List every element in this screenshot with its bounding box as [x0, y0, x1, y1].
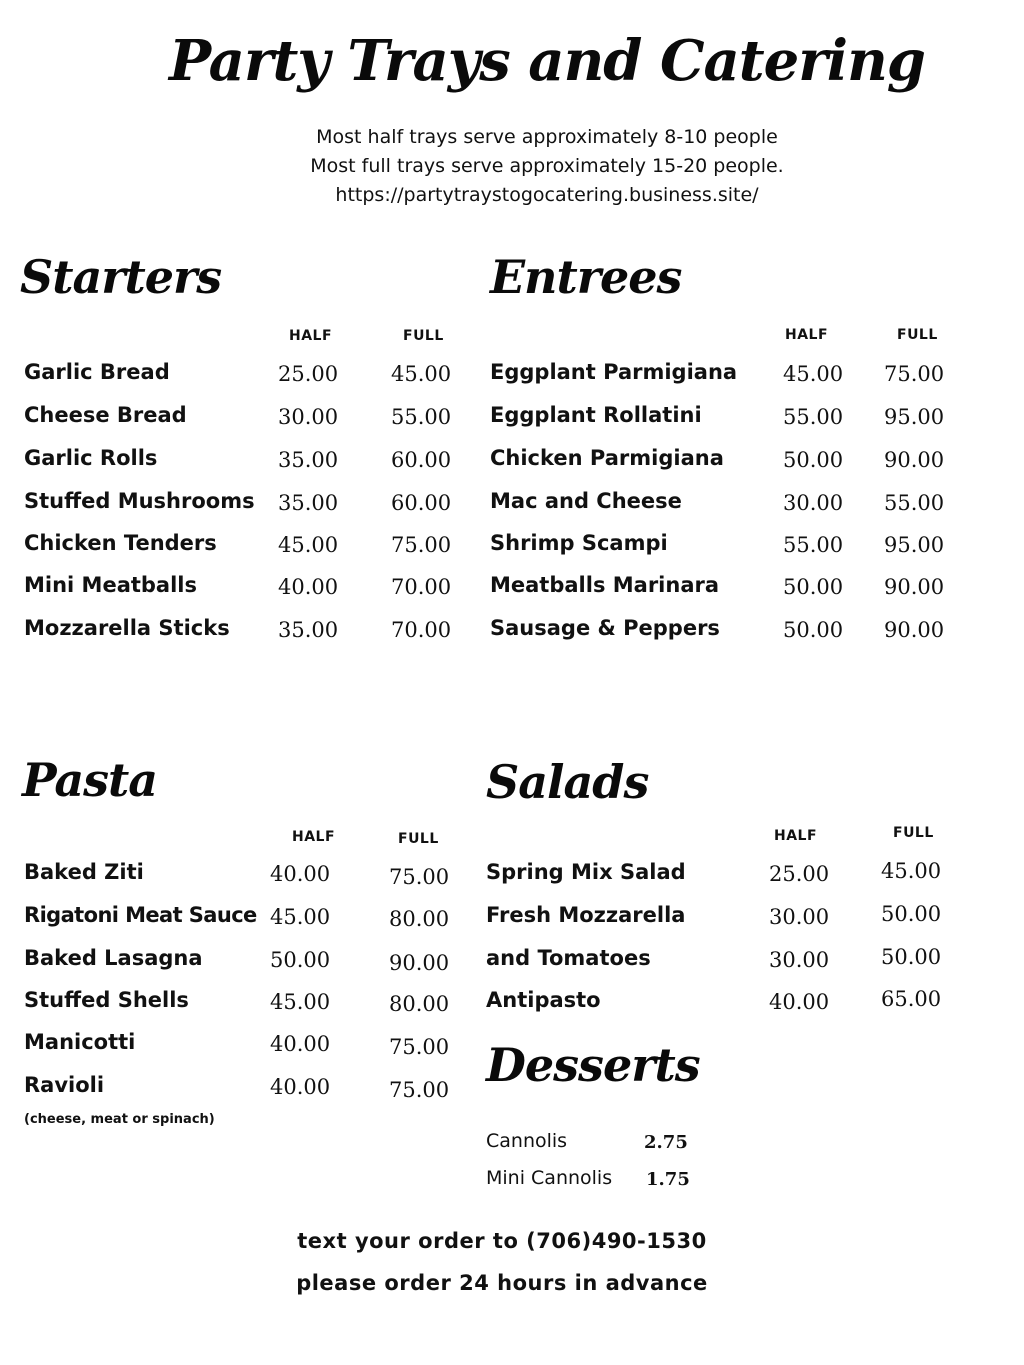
menu-item-name: Antipasto — [486, 988, 601, 1012]
half-price: 40.00 — [769, 990, 830, 1014]
starters-half-label: HALF — [289, 328, 333, 344]
menu-item-name: Fresh Mozzarella — [486, 903, 686, 927]
entrees-half-label: HALF — [785, 327, 829, 343]
menu-item-name: Mac and Cheese — [490, 489, 682, 513]
half-price: 40.00 — [270, 1075, 331, 1099]
website-url[interactable]: https://partytraystogocatering.business.site/ — [335, 184, 759, 206]
menu-item-name: Mozzarella Sticks — [24, 616, 230, 640]
menu-item-name: Eggplant Rollatini — [490, 403, 702, 427]
menu-item-name: Stuffed Mushrooms — [24, 489, 255, 513]
full-price: 90.00 — [884, 575, 945, 599]
menu-item-name: Stuffed Shells — [24, 988, 189, 1012]
half-price: 40.00 — [270, 862, 331, 886]
half-price: 30.00 — [783, 491, 844, 515]
order-phone-line: text your order to (706)490-1530 — [297, 1229, 707, 1253]
half-price: 25.00 — [278, 362, 339, 386]
starters-full-label: FULL — [403, 328, 444, 344]
dessert-item-name: Mini Cannolis — [486, 1167, 613, 1189]
menu-item-name: Spring Mix Salad — [486, 860, 686, 884]
menu-item-name: Eggplant Parmigiana — [490, 360, 738, 384]
half-price: 55.00 — [783, 405, 844, 429]
half-price: 50.00 — [783, 575, 844, 599]
half-price: 30.00 — [769, 905, 830, 929]
full-price: 75.00 — [389, 1078, 450, 1102]
menu-item-name: Chicken Tenders — [24, 531, 217, 555]
menu-item-name: Ravioli — [24, 1073, 105, 1097]
dessert-price: 1.75 — [646, 1169, 690, 1190]
full-price: 80.00 — [389, 907, 450, 931]
starters-heading: Starters — [20, 250, 222, 304]
menu-item-name: and Tomatoes — [486, 946, 651, 970]
full-price: 90.00 — [884, 618, 945, 642]
full-price: 75.00 — [391, 533, 452, 557]
half-price: 30.00 — [769, 948, 830, 972]
full-price: 60.00 — [391, 448, 452, 472]
full-price: 55.00 — [884, 491, 945, 515]
advance-notice-line: please order 24 hours in advance — [296, 1271, 708, 1295]
full-price: 45.00 — [391, 362, 452, 386]
half-price: 55.00 — [783, 533, 844, 557]
full-price: 70.00 — [391, 575, 452, 599]
menu-item-name: Sausage & Peppers — [490, 616, 720, 640]
full-price: 75.00 — [389, 865, 450, 889]
full-price: 50.00 — [881, 902, 942, 926]
menu-item-name: Mini Meatballs — [24, 573, 198, 597]
pasta-full-label: FULL — [398, 831, 439, 847]
menu-item-name: Garlic Bread — [24, 360, 170, 384]
full-price: 80.00 — [389, 992, 450, 1016]
half-price: 45.00 — [270, 905, 331, 929]
half-price: 40.00 — [270, 1032, 331, 1056]
half-price: 50.00 — [783, 448, 844, 472]
half-price: 25.00 — [769, 862, 830, 886]
full-price: 95.00 — [884, 405, 945, 429]
full-price: 95.00 — [884, 533, 945, 557]
half-price: 45.00 — [278, 533, 339, 557]
half-price: 50.00 — [783, 618, 844, 642]
half-price: 30.00 — [278, 405, 339, 429]
menu-item-name: Manicotti — [24, 1030, 136, 1054]
menu-item-name: Cheese Bread — [24, 403, 187, 427]
full-price: 50.00 — [881, 945, 942, 969]
menu-item-name: Shrimp Scampi — [490, 531, 668, 555]
half-price: 45.00 — [270, 990, 331, 1014]
ravioli-note: (cheese, meat or spinach) — [24, 1112, 215, 1127]
salads-full-label: FULL — [893, 825, 934, 841]
menu-item-name: Baked Lasagna — [24, 946, 203, 970]
full-price: 65.00 — [881, 987, 942, 1011]
half-price: 40.00 — [278, 575, 339, 599]
full-price: 45.00 — [881, 859, 942, 883]
menu-item-name: Baked Ziti — [24, 860, 144, 884]
menu-item-name: Garlic Rolls — [24, 446, 158, 470]
full-price: 75.00 — [389, 1035, 450, 1059]
menu-item-name: Chicken Parmigiana — [490, 446, 724, 470]
full-price: 75.00 — [884, 362, 945, 386]
entrees-heading: Entrees — [490, 250, 682, 304]
menu-item-name: Rigatoni Meat Sauce — [24, 903, 257, 927]
half-price: 35.00 — [278, 491, 339, 515]
full-price: 60.00 — [391, 491, 452, 515]
salads-half-label: HALF — [774, 828, 818, 844]
subtitle-full-trays: Most full trays serve approximately 15-20 people. — [310, 155, 784, 177]
full-price: 90.00 — [884, 448, 945, 472]
full-price: 90.00 — [389, 951, 450, 975]
menu-item-name: Meatballs Marinara — [490, 573, 720, 597]
half-price: 35.00 — [278, 448, 339, 472]
pasta-heading: Pasta — [22, 753, 158, 807]
half-price: 50.00 — [270, 948, 331, 972]
full-price: 55.00 — [391, 405, 452, 429]
dessert-item-name: Cannolis — [486, 1130, 568, 1152]
page-title: Party Trays and Catering — [169, 28, 925, 94]
pasta-half-label: HALF — [292, 829, 336, 845]
half-price: 45.00 — [783, 362, 844, 386]
salads-heading: Salads — [486, 755, 649, 809]
dessert-price: 2.75 — [644, 1132, 688, 1153]
subtitle-half-trays: Most half trays serve approximately 8-10 people — [316, 126, 778, 148]
half-price: 35.00 — [278, 618, 339, 642]
desserts-heading: Desserts — [486, 1038, 700, 1092]
entrees-full-label: FULL — [897, 327, 938, 343]
full-price: 70.00 — [391, 618, 452, 642]
